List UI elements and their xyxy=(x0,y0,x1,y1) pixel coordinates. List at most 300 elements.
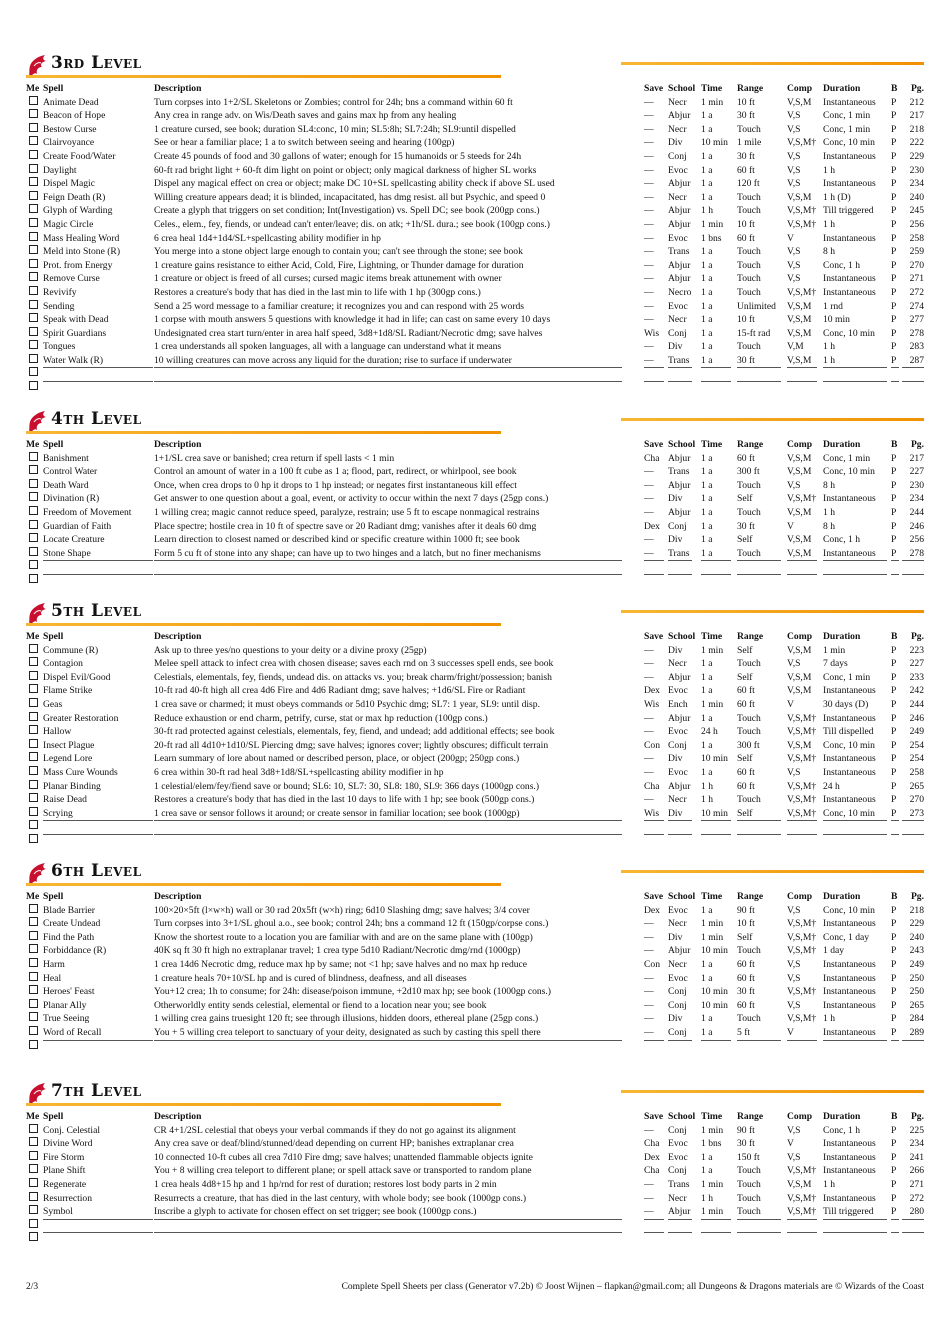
spell-desc: Form 5 cu ft of stone into any shape; can have up to two hinges and a latch, but no finer mechanisms xyxy=(154,547,541,559)
section-title: 4th Level xyxy=(51,409,142,429)
spell-pg: 227 xyxy=(909,466,924,478)
spell-pg: 272 xyxy=(909,286,924,298)
spell-spell: Bestow Curse xyxy=(43,123,97,135)
prepared-checkbox[interactable] xyxy=(29,560,38,569)
spell-school: Necr xyxy=(668,958,687,970)
spell-dur: Instantaneous xyxy=(823,999,876,1011)
spell-time: 1 a xyxy=(701,123,713,135)
spell-comp: V,S,M xyxy=(787,452,812,464)
spell-comp: V xyxy=(787,1138,794,1150)
blank-line[interactable] xyxy=(154,367,622,368)
spell-comp: V,S,M† xyxy=(787,218,817,230)
blank-line[interactable] xyxy=(787,381,817,382)
spell-range: Touch xyxy=(737,794,761,806)
spell-dur: Instantaneous xyxy=(823,712,876,724)
header-range: Range xyxy=(737,891,764,902)
blank-line[interactable] xyxy=(644,574,664,575)
blank-line[interactable] xyxy=(644,1219,664,1220)
prepared-checkbox[interactable] xyxy=(29,684,38,693)
blank-line[interactable] xyxy=(737,381,781,382)
spell-desc: Willing creature appears dead; it is blinded, incapacitated, has dmg resist. all but Psychic, and speed 0 xyxy=(154,191,546,203)
spell-range: 1 mile xyxy=(737,137,762,149)
blank-line[interactable] xyxy=(891,1232,899,1233)
prepared-checkbox[interactable] xyxy=(29,367,38,376)
spell-time: 1 min xyxy=(701,931,724,943)
spell-comp: V xyxy=(787,232,794,244)
spell-b: P xyxy=(891,273,897,285)
prepared-checkbox[interactable] xyxy=(29,506,38,515)
blank-line[interactable] xyxy=(891,381,899,382)
spell-time: 10 min xyxy=(701,999,728,1011)
blank-line[interactable] xyxy=(668,367,692,368)
spell-spell: Plane Shift xyxy=(43,1165,86,1177)
header-duration: Duration xyxy=(823,891,861,902)
blank-line[interactable] xyxy=(43,1040,153,1041)
prepared-checkbox[interactable] xyxy=(29,904,38,913)
header-duration: Duration xyxy=(823,631,861,642)
spell-save: Con xyxy=(644,739,660,751)
spell-pg: 242 xyxy=(909,685,924,697)
prepared-checkbox[interactable] xyxy=(29,479,38,488)
prepared-checkbox[interactable] xyxy=(29,1124,38,1133)
spell-b: P xyxy=(891,534,897,546)
blank-line[interactable] xyxy=(787,1219,817,1220)
header-range: Range xyxy=(737,1111,764,1122)
spell-b: P xyxy=(891,150,897,162)
spell-row xyxy=(26,245,924,259)
prepared-checkbox[interactable] xyxy=(29,520,38,529)
prepared-checkbox[interactable] xyxy=(29,381,38,390)
spell-dur: Till triggered xyxy=(823,205,874,217)
spell-desc: 1 creature heals 70+10/SL hp and is cured of blindness, deafness, and all diseases xyxy=(154,972,467,984)
header-save: Save xyxy=(644,439,664,450)
blank-line[interactable] xyxy=(644,1040,664,1041)
prepared-checkbox[interactable] xyxy=(29,452,38,461)
spell-save: — xyxy=(644,534,654,546)
prepared-checkbox[interactable] xyxy=(29,232,38,241)
spell-spell: Prot. from Energy xyxy=(43,259,113,271)
blank-line[interactable] xyxy=(737,820,781,821)
blank-line[interactable] xyxy=(902,381,924,382)
blank-line[interactable] xyxy=(668,381,692,382)
blank-line[interactable] xyxy=(902,834,924,835)
spell-pg: 250 xyxy=(909,986,924,998)
prepared-checkbox[interactable] xyxy=(29,766,38,775)
blank-line[interactable] xyxy=(154,1232,622,1233)
spell-row xyxy=(26,177,924,191)
spell-save: — xyxy=(644,753,654,765)
prepared-checkbox[interactable] xyxy=(29,1178,38,1187)
spell-spell: Fire Storm xyxy=(43,1151,85,1163)
spell-save: — xyxy=(644,506,654,518)
spell-spell: Divination (R) xyxy=(43,493,100,505)
blank-line[interactable] xyxy=(787,1232,817,1233)
spell-b: P xyxy=(891,658,897,670)
spell-pg: 229 xyxy=(909,918,924,930)
section-title: 5th Level xyxy=(51,601,142,621)
blank-line[interactable] xyxy=(823,381,887,382)
blank-line[interactable] xyxy=(902,574,924,575)
prepared-checkbox[interactable] xyxy=(29,807,38,816)
blank-line[interactable] xyxy=(644,560,664,561)
header-me: Me xyxy=(26,1111,40,1122)
prepared-checkbox[interactable] xyxy=(29,177,38,186)
spell-spell: Tongues xyxy=(43,341,76,353)
blank-line[interactable] xyxy=(823,820,887,821)
blank-line[interactable] xyxy=(737,367,781,368)
prepared-checkbox[interactable] xyxy=(29,465,38,474)
prepared-checkbox[interactable] xyxy=(29,150,38,159)
spell-spell: Freedom of Movement xyxy=(43,506,132,518)
blank-line[interactable] xyxy=(902,1232,924,1233)
header-range: Range xyxy=(737,439,764,450)
spell-range: Touch xyxy=(737,726,761,738)
prepared-checkbox[interactable] xyxy=(29,644,38,653)
blank-line[interactable] xyxy=(737,1219,781,1220)
prepared-checkbox[interactable] xyxy=(29,245,38,254)
blank-line[interactable] xyxy=(737,560,781,561)
blank-line[interactable] xyxy=(823,1219,887,1220)
prepared-checkbox[interactable] xyxy=(29,972,38,981)
spell-time: 1 a xyxy=(701,1026,713,1038)
spell-time: 1 bns xyxy=(701,1138,722,1150)
spell-range: Touch xyxy=(737,479,761,491)
prepared-checkbox[interactable] xyxy=(29,272,38,281)
spell-save: — xyxy=(644,96,654,108)
spell-school: Abjur xyxy=(668,712,691,724)
prepared-checkbox[interactable] xyxy=(29,286,38,295)
blank-line[interactable] xyxy=(43,1232,153,1233)
spell-pg: 280 xyxy=(909,1206,924,1218)
blank-line[interactable] xyxy=(737,834,781,835)
spell-school: Abjur xyxy=(668,452,691,464)
spell-school: Evoc xyxy=(668,972,688,984)
header-school: School xyxy=(668,83,696,94)
spell-school: Trans xyxy=(668,1178,690,1190)
blank-line[interactable] xyxy=(43,574,153,575)
spell-desc: 1 creature or object is freed of all curses; cursed magic items break attunement with owner xyxy=(154,273,502,285)
blank-line[interactable] xyxy=(668,834,692,835)
spell-row xyxy=(26,313,924,327)
spell-pg: 284 xyxy=(909,1013,924,1025)
prepared-checkbox[interactable] xyxy=(29,191,38,200)
blank-line[interactable] xyxy=(644,367,664,368)
prepared-checkbox[interactable] xyxy=(29,492,38,501)
spell-desc: Otherworldly entity sends celestial, elemental or fiend to a location near you; see book xyxy=(154,999,487,1011)
header-description: Description xyxy=(154,1111,202,1122)
blank-line[interactable] xyxy=(154,1040,622,1041)
prepared-checkbox[interactable] xyxy=(29,725,38,734)
prepared-checkbox[interactable] xyxy=(29,752,38,761)
prepared-checkbox[interactable] xyxy=(29,1012,38,1021)
spell-spell: Divine Word xyxy=(43,1138,93,1150)
prepared-checkbox[interactable] xyxy=(29,712,38,721)
spell-desc: Restores a creature's body that has died in the last 10 days to life with 1 hp; see book (500gp cons.) xyxy=(154,794,535,806)
blank-line[interactable] xyxy=(902,820,924,821)
spell-time: 1 a xyxy=(701,286,713,298)
blank-line[interactable] xyxy=(701,574,731,575)
spell-range: 10 ft xyxy=(737,96,755,108)
prepared-checkbox[interactable] xyxy=(29,136,38,145)
spell-range: Touch xyxy=(737,246,761,258)
blank-line[interactable] xyxy=(823,574,887,575)
spell-pg: 225 xyxy=(909,1124,924,1136)
prepared-checkbox[interactable] xyxy=(29,340,38,349)
spell-desc: Place spectre; hostile crea in 10 ft of spectre save or 20 Radiant dmg; vanishes after it deals 60 dmg xyxy=(154,520,537,532)
blank-line[interactable] xyxy=(154,574,622,575)
prepared-checkbox[interactable] xyxy=(29,300,38,309)
header-comp: Comp xyxy=(787,439,813,450)
spell-b: P xyxy=(891,685,897,697)
spell-time: 1 a xyxy=(701,493,713,505)
blank-line[interactable] xyxy=(154,834,622,835)
blank-line[interactable] xyxy=(823,367,887,368)
spell-comp: V,S,M† xyxy=(787,931,817,943)
spell-save: — xyxy=(644,918,654,930)
spell-dur: Conc, 1 min xyxy=(823,123,871,135)
blank-line[interactable] xyxy=(787,560,817,561)
spell-time: 1 a xyxy=(701,164,713,176)
spell-school: Conj xyxy=(668,739,687,751)
spell-school: Div xyxy=(668,753,683,765)
spell-range: Self xyxy=(737,534,753,546)
prepared-checkbox[interactable] xyxy=(29,164,38,173)
blank-line[interactable] xyxy=(891,367,899,368)
blank-line[interactable] xyxy=(787,367,817,368)
spell-range: Touch xyxy=(737,712,761,724)
prepared-checkbox[interactable] xyxy=(29,327,38,336)
blank-line[interactable] xyxy=(701,381,731,382)
spell-school: Evoc xyxy=(668,164,688,176)
spell-desc: Inscribe a glyph to activate for chosen effect on set trigger; see book (1000gp cons.) xyxy=(154,1206,477,1218)
spell-row xyxy=(26,739,924,753)
prepared-checkbox[interactable] xyxy=(29,1164,38,1173)
spell-comp: V,S,M xyxy=(787,466,812,478)
spell-pg: 265 xyxy=(909,999,924,1011)
spell-save: — xyxy=(644,644,654,656)
prepared-checkbox[interactable] xyxy=(29,204,38,213)
blank-line[interactable] xyxy=(668,1219,692,1220)
spell-row xyxy=(26,972,924,986)
spell-spell: Water Walk (R) xyxy=(43,354,104,366)
blank-line[interactable] xyxy=(154,1219,622,1220)
blank-line[interactable] xyxy=(668,820,692,821)
spell-dur: 1 h (D) xyxy=(823,191,851,203)
prepared-checkbox[interactable] xyxy=(29,1232,38,1241)
blank-line[interactable] xyxy=(43,560,153,561)
spell-row xyxy=(26,1151,924,1165)
blank-line[interactable] xyxy=(891,574,899,575)
prepared-checkbox[interactable] xyxy=(29,574,38,583)
spell-comp: V,S,M xyxy=(787,506,812,518)
blank-line[interactable] xyxy=(787,820,817,821)
prepared-checkbox[interactable] xyxy=(29,1040,38,1049)
spell-spell: True Seeing xyxy=(43,1013,90,1025)
header-duration: Duration xyxy=(823,1111,861,1122)
spell-time: 1 a xyxy=(701,1013,713,1025)
prepared-checkbox[interactable] xyxy=(29,109,38,118)
blank-line[interactable] xyxy=(43,820,153,821)
prepared-checkbox[interactable] xyxy=(29,958,38,967)
spell-save: — xyxy=(644,205,654,217)
spell-time: 1 a xyxy=(701,958,713,970)
spell-spell: Daylight xyxy=(43,164,77,176)
blank-line[interactable] xyxy=(891,820,899,821)
prepared-checkbox[interactable] xyxy=(29,1137,38,1146)
prepared-checkbox[interactable] xyxy=(29,780,38,789)
spell-b: P xyxy=(891,520,897,532)
blank-line[interactable] xyxy=(787,574,817,575)
spell-row xyxy=(26,904,924,918)
spell-row xyxy=(26,123,924,137)
header-comp: Comp xyxy=(787,1111,813,1122)
prepared-checkbox[interactable] xyxy=(29,671,38,680)
spell-range: Self xyxy=(737,493,753,505)
spell-spell: Feign Death (R) xyxy=(43,191,106,203)
blank-line[interactable] xyxy=(701,1219,731,1220)
spell-range: Self xyxy=(737,807,753,819)
blank-line[interactable] xyxy=(701,834,731,835)
prepared-checkbox[interactable] xyxy=(29,917,38,926)
prepared-checkbox[interactable] xyxy=(29,820,38,829)
prepared-checkbox[interactable] xyxy=(29,931,38,940)
blank-line[interactable] xyxy=(701,820,731,821)
spell-desc: 20-ft rad all 4d10+1d10/SL Piercing dmg; save halves; ignores cover; lightly obscures; difficult terrain xyxy=(154,739,549,751)
spell-school: Conj xyxy=(668,986,687,998)
spell-row xyxy=(26,1164,924,1178)
spell-comp: V,S,M xyxy=(787,96,812,108)
blank-line[interactable] xyxy=(891,1040,899,1041)
blank-line[interactable] xyxy=(701,1232,731,1233)
blank-line[interactable] xyxy=(902,1040,924,1041)
blank-line[interactable] xyxy=(43,367,153,368)
spell-range: Touch xyxy=(737,123,761,135)
spell-desc: 1 creature cursed, see book; duration SL4:conc, 10 min; SL5:8h; SL7:24h; SL9:until dispelled xyxy=(154,123,516,135)
blank-line[interactable] xyxy=(787,834,817,835)
prepared-checkbox[interactable] xyxy=(29,533,38,542)
spell-desc: 1 crea save or charmed; it must obeys commands or 5d10 Psychic dmg; SL7: 1 year, SL9: until disp. xyxy=(154,698,540,710)
section-rule xyxy=(26,623,501,626)
blank-line[interactable] xyxy=(902,367,924,368)
blank-line[interactable] xyxy=(668,560,692,561)
spell-time: 1 min xyxy=(701,698,724,710)
blank-line[interactable] xyxy=(902,560,924,561)
blank-line[interactable] xyxy=(891,560,899,561)
blank-line[interactable] xyxy=(43,381,153,382)
spell-save: Dex xyxy=(644,520,660,532)
spell-range: 60 ft xyxy=(737,698,755,710)
prepared-checkbox[interactable] xyxy=(29,259,38,268)
blank-line[interactable] xyxy=(891,834,899,835)
blank-line[interactable] xyxy=(43,1219,153,1220)
blank-line[interactable] xyxy=(737,574,781,575)
blank-line[interactable] xyxy=(823,834,887,835)
blank-line[interactable] xyxy=(154,820,622,821)
blank-line[interactable] xyxy=(154,560,622,561)
spell-spell: Create Food/Water xyxy=(43,150,116,162)
blank-line[interactable] xyxy=(43,834,153,835)
prepared-checkbox[interactable] xyxy=(29,657,38,666)
spell-range: 60 ft xyxy=(737,766,755,778)
prepared-checkbox[interactable] xyxy=(29,123,38,132)
spell-range: 150 ft xyxy=(737,1151,760,1163)
blank-line[interactable] xyxy=(644,381,664,382)
spell-save: — xyxy=(644,218,654,230)
spell-dur: Till triggered xyxy=(823,1206,874,1218)
blank-line[interactable] xyxy=(902,1219,924,1220)
blank-line[interactable] xyxy=(154,381,622,382)
prepared-checkbox[interactable] xyxy=(29,547,38,556)
spell-comp: V,S xyxy=(787,178,801,190)
spell-row xyxy=(26,725,924,739)
prepared-checkbox[interactable] xyxy=(29,354,38,363)
prepared-checkbox[interactable] xyxy=(29,999,38,1008)
spell-dur: Conc, 1 h xyxy=(823,259,861,271)
spell-spell: Dispel Magic xyxy=(43,178,95,190)
prepared-checkbox[interactable] xyxy=(29,985,38,994)
blank-line[interactable] xyxy=(668,1040,692,1041)
spell-range: 300 ft xyxy=(737,466,760,478)
blank-line[interactable] xyxy=(644,834,664,835)
spell-spell: Flame Strike xyxy=(43,685,93,697)
prepared-checkbox[interactable] xyxy=(29,698,38,707)
blank-line[interactable] xyxy=(891,1219,899,1220)
prepared-checkbox[interactable] xyxy=(29,96,38,105)
prepared-checkbox[interactable] xyxy=(29,1205,38,1214)
prepared-checkbox[interactable] xyxy=(29,313,38,322)
spell-spell: Planar Ally xyxy=(43,999,87,1011)
blank-line[interactable] xyxy=(668,574,692,575)
section-rule-right xyxy=(621,870,924,873)
blank-row xyxy=(26,560,924,574)
prepared-checkbox[interactable] xyxy=(29,944,38,953)
column-header-row xyxy=(26,890,924,904)
prepared-checkbox[interactable] xyxy=(29,1192,38,1201)
prepared-checkbox[interactable] xyxy=(29,1219,38,1228)
spell-school: Evoc xyxy=(668,685,688,697)
blank-line[interactable] xyxy=(787,1040,817,1041)
blank-line[interactable] xyxy=(701,560,731,561)
blank-line[interactable] xyxy=(823,1232,887,1233)
prepared-checkbox[interactable] xyxy=(29,834,38,843)
spell-range: Touch xyxy=(737,506,761,518)
spell-range: 10 ft xyxy=(737,218,755,230)
blank-line[interactable] xyxy=(823,1040,887,1041)
spell-time: 1 a xyxy=(701,766,713,778)
blank-line[interactable] xyxy=(737,1040,781,1041)
blank-line[interactable] xyxy=(644,820,664,821)
blank-line[interactable] xyxy=(701,367,731,368)
spell-b: P xyxy=(891,123,897,135)
spell-time: 1 a xyxy=(701,712,713,724)
spell-school: Necr xyxy=(668,314,687,326)
blank-line[interactable] xyxy=(644,1232,664,1233)
spell-pg: 229 xyxy=(909,150,924,162)
blank-line[interactable] xyxy=(668,1232,692,1233)
spell-b: P xyxy=(891,479,897,491)
prepared-checkbox[interactable] xyxy=(29,793,38,802)
spell-row xyxy=(26,671,924,685)
prepared-checkbox[interactable] xyxy=(29,1151,38,1160)
spell-save: — xyxy=(644,1178,654,1190)
blank-line[interactable] xyxy=(823,560,887,561)
prepared-checkbox[interactable] xyxy=(29,739,38,748)
prepared-checkbox[interactable] xyxy=(29,218,38,227)
blank-line[interactable] xyxy=(701,1040,731,1041)
blank-line[interactable] xyxy=(737,1232,781,1233)
spell-save: — xyxy=(644,314,654,326)
prepared-checkbox[interactable] xyxy=(29,1026,38,1035)
